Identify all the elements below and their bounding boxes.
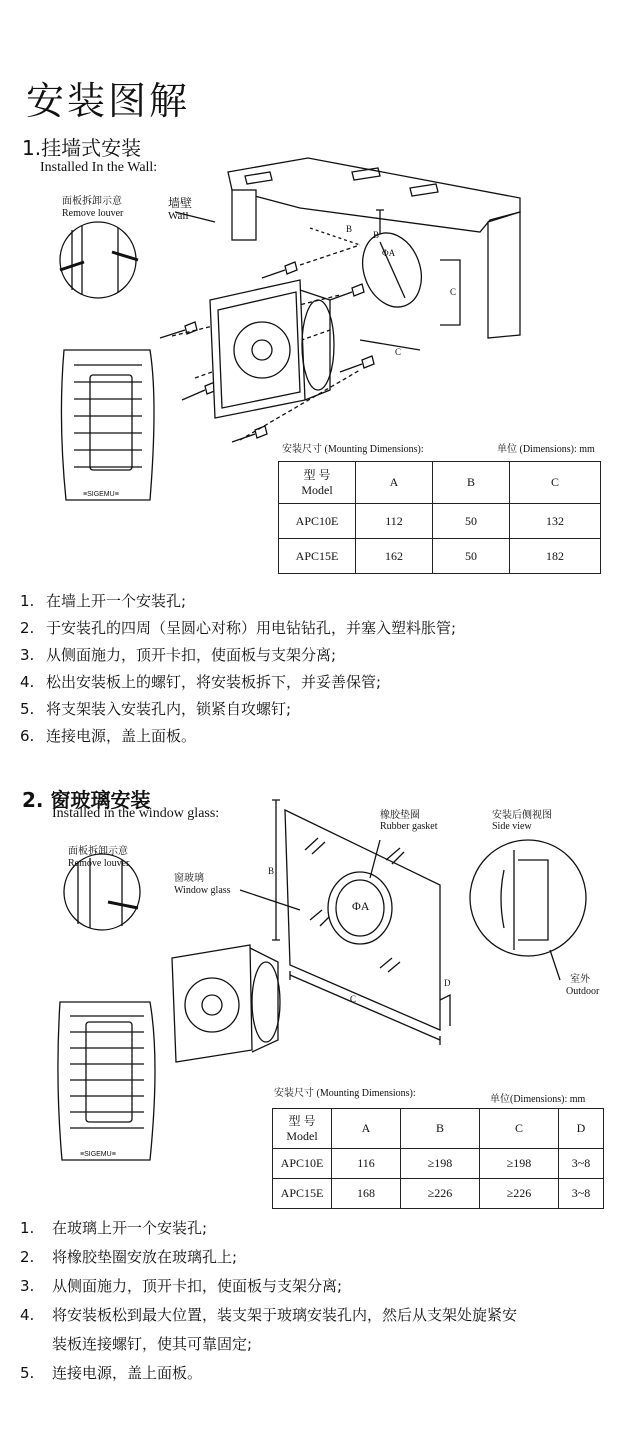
dim-label-b: B xyxy=(268,866,275,876)
table2-caption: 安装尺寸 (Mounting Dimensions): xyxy=(274,1088,416,1099)
side-view-label-en: Side view xyxy=(492,821,532,832)
list-item: 1. 在玻璃上开一个安装孔; xyxy=(20,1219,208,1237)
dim-label-d: D xyxy=(444,978,451,988)
dim-label-c: C xyxy=(450,287,457,297)
table2-header-c: C xyxy=(480,1109,559,1149)
table-cell: 132 xyxy=(510,504,601,539)
list-item: 2. 将橡胶垫圈安放在玻璃孔上; xyxy=(20,1248,238,1266)
dimensions-table-1 xyxy=(278,461,601,574)
table2-header-a: A xyxy=(332,1109,401,1149)
table1-header-model: 型 号 Model xyxy=(279,462,356,504)
list-item: 3. 从侧面施力，顶开卡扣，使面板与支架分离; xyxy=(20,646,337,664)
brand-mark: ≡SIGEMU≡ xyxy=(80,1151,116,1158)
list-item: 5. 将支架装入安装孔内，锁紧自攻螺钉; xyxy=(20,700,292,718)
dimensions-table-2 xyxy=(272,1108,604,1209)
dim-label-phi: ΦA xyxy=(352,899,370,913)
dim-label-c: C xyxy=(350,994,357,1004)
list-item: 2. 于安装孔的四周（呈圆心对称）用电钻钻孔，并塞入塑料胀管; xyxy=(20,619,457,637)
glass-label-en: Window glass xyxy=(174,885,231,896)
table1-caption: 安装尺寸 (Mounting Dimensions): xyxy=(282,444,424,455)
list-item: 5. 连接电源，盖上面板。 xyxy=(20,1364,203,1382)
inset-label-en: Remove louver xyxy=(62,208,124,219)
table-cell: APC15E xyxy=(273,1179,332,1209)
outdoor-label-cn: 室外 xyxy=(570,974,590,985)
list-item: 4. 松出安装板上的螺钉，将安装板拆下，并妥善保管; xyxy=(20,673,382,691)
section1-subtitle: Installed In the Wall: xyxy=(40,160,158,175)
table-row xyxy=(279,539,601,574)
table-row xyxy=(273,1149,604,1179)
section2-subtitle: Installed in the window glass: xyxy=(52,806,220,821)
wall-label-en: Wall xyxy=(168,210,189,222)
table1-unit: 单位 (Dimensions): mm xyxy=(497,444,595,455)
dim-label-c2: C xyxy=(395,347,402,357)
wall-label-cn: 墙壁 xyxy=(168,196,193,210)
dim-label-b: B xyxy=(373,230,380,240)
gasket-label-cn: 橡胶垫圈 xyxy=(380,810,420,821)
table-cell: 3~8 xyxy=(559,1149,604,1179)
gasket-label-en: Rubber gasket xyxy=(380,821,438,832)
table-cell: 3~8 xyxy=(559,1179,604,1209)
table1-header-c: C xyxy=(510,462,601,504)
table-cell: 182 xyxy=(510,539,601,574)
brand-mark: ≡SIGEMU≡ xyxy=(83,491,119,498)
table2-header-b: B xyxy=(401,1109,480,1149)
table-cell: APC10E xyxy=(279,504,356,539)
list-item: 3. 从侧面施力，顶开卡扣，使面板与支架分离; xyxy=(20,1277,343,1295)
table-cell: ≥226 xyxy=(480,1179,559,1209)
list-item-continuation: 装板连接螺钉，使其可靠固定; xyxy=(52,1335,253,1353)
table-cell: ≥198 xyxy=(401,1149,480,1179)
table-cell: APC10E xyxy=(273,1149,332,1179)
inset2-label-cn: 面板拆卸示意 xyxy=(68,846,128,857)
page-title: 安装图解 xyxy=(26,79,191,123)
table-cell: 50 xyxy=(433,539,510,574)
table1-header-a: A xyxy=(356,462,433,504)
table-cell: 116 xyxy=(332,1149,401,1179)
table-cell: ≥198 xyxy=(480,1149,559,1179)
list-item: 1. 在墙上开一个安装孔; xyxy=(20,592,187,610)
list-item: 4. 将安装板松到最大位置，装支架于玻璃安装孔内，然后从支架处旋紧安 xyxy=(20,1306,518,1324)
table-row xyxy=(273,1179,604,1209)
table-cell: 112 xyxy=(356,504,433,539)
side-view-label-cn: 安装后侧视图 xyxy=(492,810,552,821)
table-cell: 168 xyxy=(332,1179,401,1209)
table-cell: ≥226 xyxy=(401,1179,480,1209)
section1-heading: 1.挂墙式安装 xyxy=(22,136,142,160)
dim-label-b2: B xyxy=(346,224,353,234)
dim-label-phi: ΦA xyxy=(382,248,396,258)
section2-heading: 2. 窗玻璃安装 xyxy=(22,788,151,812)
section1-steps xyxy=(20,588,456,750)
table-cell: APC15E xyxy=(279,539,356,574)
table2-header-d: D xyxy=(559,1109,604,1149)
table-cell: 162 xyxy=(356,539,433,574)
outdoor-label-en: Outdoor xyxy=(566,986,600,997)
table2-header-model: 型 号 Model xyxy=(273,1109,332,1149)
list-item: 6. 连接电源，盖上面板。 xyxy=(20,727,197,745)
inset-label-cn: 面板拆卸示意 xyxy=(62,196,122,207)
table-cell: 50 xyxy=(433,504,510,539)
table-row xyxy=(279,504,601,539)
inset2-label-en: Remove louver xyxy=(68,858,130,869)
table1-header-b: B xyxy=(433,462,510,504)
table2-unit: 单位(Dimensions): mm xyxy=(490,1094,586,1105)
section2-steps xyxy=(20,1214,517,1388)
glass-label-cn: 窗玻璃 xyxy=(174,873,204,884)
